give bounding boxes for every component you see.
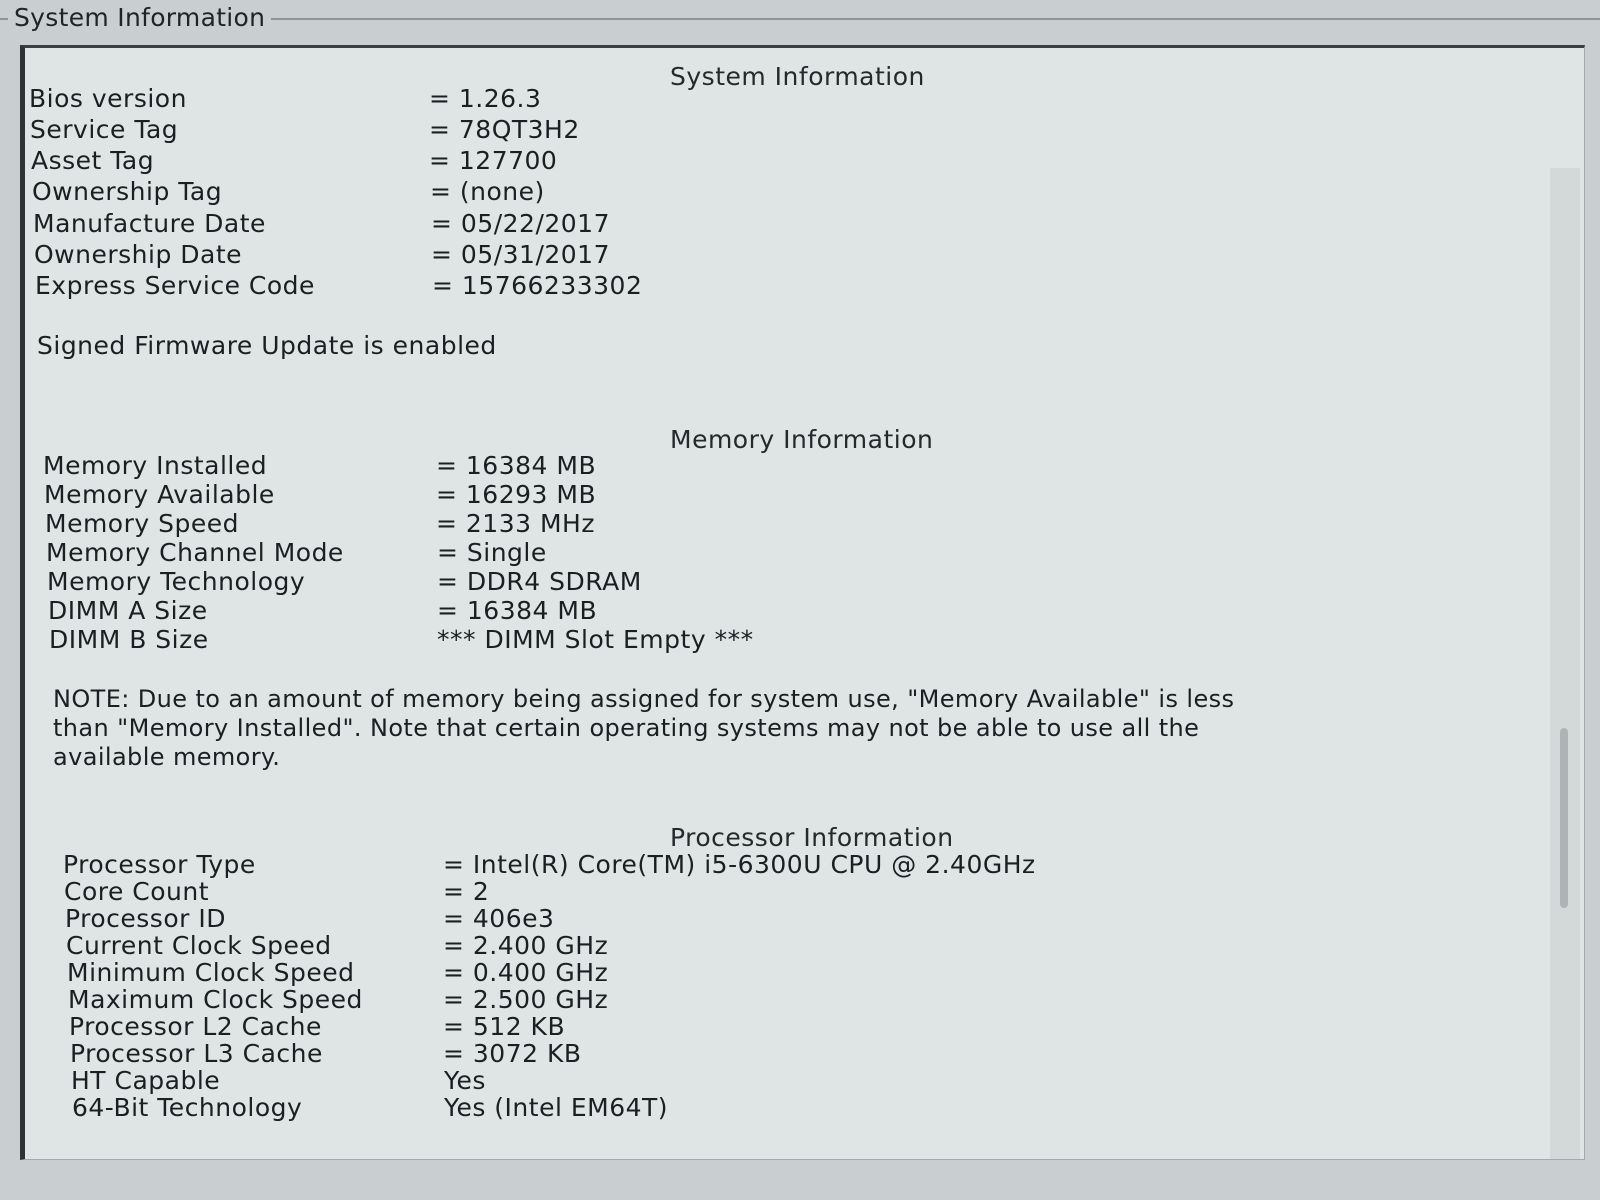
info-value: = 0.400 GHz (443, 958, 609, 987)
info-label: Maximum Clock Speed (68, 985, 363, 1014)
info-label: Manufacture Date (33, 209, 266, 238)
info-label: Service Tag (30, 115, 179, 144)
info-value: = DDR4 SDRAM (437, 567, 642, 596)
system-section-title: System Information (670, 62, 925, 91)
info-value: = Intel(R) Core(TM) i5-6300U CPU @ 2.40GHz (443, 850, 1036, 879)
info-label: Processor ID (65, 904, 226, 933)
vertical-scrollbar[interactable] (1550, 168, 1580, 1160)
info-label: Current Clock Speed (66, 931, 332, 960)
firmware-status: Signed Firmware Update is enabled (37, 331, 497, 360)
info-value: = 3072 KB (443, 1039, 582, 1068)
info-value: = 2133 MHz (436, 509, 595, 538)
info-value: = 16293 MB (436, 480, 597, 509)
info-value: = Single (437, 538, 547, 567)
info-label: Express Service Code (35, 271, 315, 300)
info-label: Asset Tag (31, 146, 155, 175)
info-value: = 16384 MB (436, 451, 597, 480)
memory-note-line: than "Memory Installed". Note that certain operating systems may not be able to use all the (53, 714, 1200, 742)
info-label: Minimum Clock Speed (67, 958, 355, 987)
info-label: Memory Technology (47, 567, 306, 596)
info-value: = 16384 MB (437, 596, 598, 625)
info-value: Yes (444, 1066, 486, 1095)
info-label: Processor Type (63, 850, 256, 879)
info-label: Processor L3 Cache (70, 1039, 323, 1068)
group-title: System Information (8, 3, 271, 32)
info-panel (20, 45, 1585, 1160)
info-value: = 1.26.3 (429, 84, 542, 113)
info-label: Ownership Tag (32, 177, 223, 206)
info-label: Memory Available (44, 480, 275, 509)
info-value: = 2.500 GHz (443, 985, 609, 1014)
info-label: Memory Speed (45, 509, 239, 538)
info-value: *** DIMM Slot Empty *** (437, 625, 754, 654)
info-label: Core Count (64, 877, 210, 906)
info-label: Memory Installed (43, 451, 268, 480)
scroll-thumb[interactable] (1560, 728, 1568, 908)
info-label: DIMM A Size (48, 596, 208, 625)
info-value: = 15766233302 (432, 271, 643, 300)
info-value: = 78QT3H2 (429, 115, 580, 144)
info-label: 64-Bit Technology (72, 1093, 303, 1122)
info-label: Memory Channel Mode (46, 538, 344, 567)
info-label: HT Capable (71, 1066, 221, 1095)
memory-note-line: NOTE: Due to an amount of memory being assigned for system use, "Memory Available" is less (53, 685, 1235, 713)
info-value: = 2 (443, 877, 490, 906)
info-label: Ownership Date (34, 240, 243, 269)
info-value: = 05/31/2017 (431, 240, 610, 269)
memory-note-line: available memory. (53, 743, 281, 771)
info-value: = 05/22/2017 (431, 209, 610, 238)
info-label: DIMM B Size (49, 625, 209, 654)
info-value: = (none) (430, 177, 545, 206)
info-value: Yes (Intel EM64T) (444, 1093, 669, 1122)
info-value: = 512 KB (443, 1012, 566, 1041)
info-value: = 2.400 GHz (443, 931, 609, 960)
info-value: = 127700 (429, 146, 558, 175)
info-label: Processor L2 Cache (69, 1012, 322, 1041)
info-label: Bios version (29, 84, 187, 113)
processor-section-title: Processor Information (670, 823, 954, 852)
memory-note (53, 685, 1234, 772)
info-value: = 406e3 (443, 904, 555, 933)
memory-section-title: Memory Information (670, 425, 934, 454)
